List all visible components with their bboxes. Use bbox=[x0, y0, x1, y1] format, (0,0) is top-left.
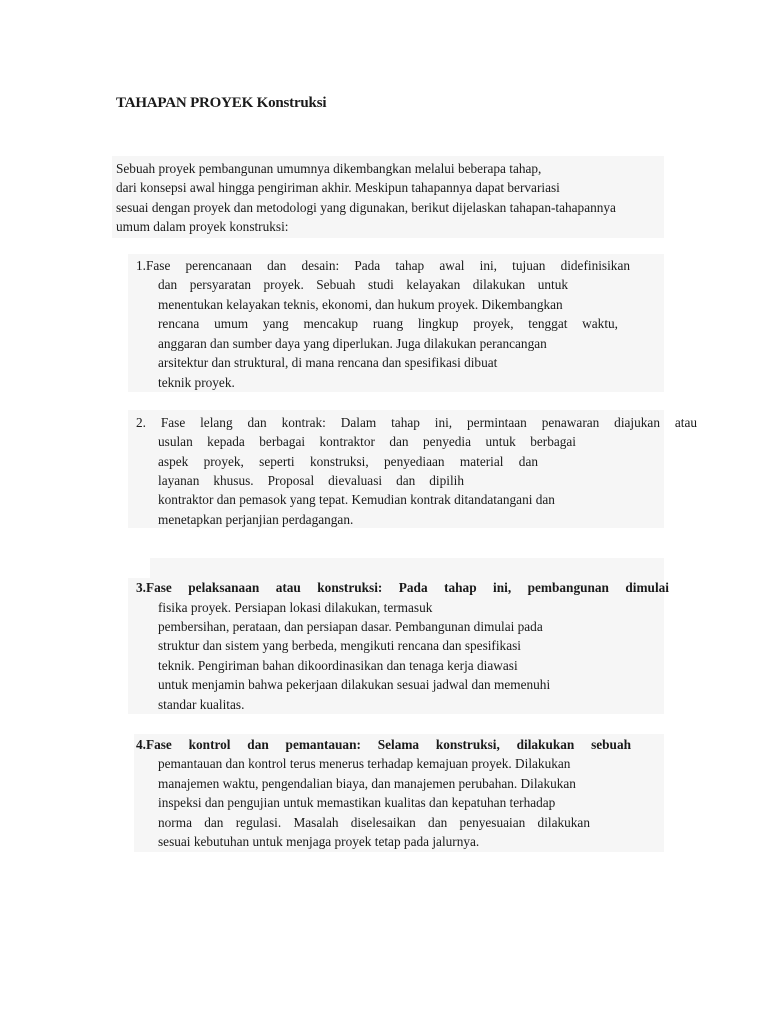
phase-line: sesuai kebutuhan untuk menjaga proyek tetap pada jalurnya. bbox=[158, 834, 480, 849]
phase-line: untuk menjamin bahwa pekerjaan dilakukan sesuai jadwal dan memenuhi bbox=[158, 677, 551, 692]
phase-line: usulan kepada berbagai kontraktor dan penyedia untuk berbagai bbox=[158, 434, 576, 449]
intro-line: dari konsepsi awal hingga pengiriman akhir. Meskipun tahapannya dapat bervariasi bbox=[116, 180, 560, 195]
phase-line: inspeksi dan pengujian untuk memastikan kualitas dan kepatuhan terhadap bbox=[158, 795, 556, 810]
phase-line: rencana umum yang mencakup ruang lingkup proyek, tenggat waktu, bbox=[158, 316, 618, 331]
phase-heading: 3.Fase pelaksanaan atau konstruksi: Pada tahap ini, pembangunan dimulai bbox=[136, 580, 669, 595]
phase-line: manajemen waktu, pengendalian biaya, dan manajemen perubahan. Dilakukan bbox=[158, 776, 576, 791]
phase-line: kontraktor dan pemasok yang tepat. Kemudian kontrak ditandatangani dan bbox=[158, 492, 555, 507]
phase-heading: 4.Fase kontrol dan pemantauan: Selama konstruksi, dilakukan sebuah bbox=[136, 737, 631, 752]
phase-line: teknik proyek. bbox=[158, 375, 235, 390]
intro-line: sesuai dengan proyek dan metodologi yang digunakan, berikut dijelaskan tahapan-tahapannya bbox=[116, 200, 616, 215]
phase-heading: 2. Fase lelang dan kontrak: Dalam tahap ini, permintaan penawaran diajukan atau bbox=[136, 415, 697, 430]
intro-line: Sebuah proyek pembangunan umumnya dikembangkan melalui beberapa tahap, bbox=[116, 161, 542, 176]
phase-line: aspek proyek, seperti konstruksi, penyediaan material dan bbox=[158, 454, 538, 469]
phase-heading: 1.Fase perencanaan dan desain: Pada tahap awal ini, tujuan didefinisikan bbox=[136, 258, 630, 273]
phase-line: teknik. Pengiriman bahan dikoordinasikan dan tenaga kerja diawasi bbox=[158, 658, 518, 673]
phase-line: menetapkan perjanjian perdagangan. bbox=[158, 512, 354, 527]
phase-line: anggaran dan sumber daya yang diperlukan. Juga dilakukan perancangan bbox=[158, 336, 547, 351]
phase-line: dan persyaratan proyek. Sebuah studi kelayakan dilakukan untuk bbox=[158, 277, 568, 292]
phase-line: struktur dan sistem yang berbeda, mengikuti rencana dan spesifikasi bbox=[158, 638, 521, 653]
phase-line: menentukan kelayakan teknis, ekonomi, dan hukum proyek. Dikembangkan bbox=[158, 297, 563, 312]
page-title: TAHAPAN PROYEK Konstruksi bbox=[116, 95, 327, 111]
phase-line: pembersihan, perataan, dan persiapan dasar. Pembangunan dimulai pada bbox=[158, 619, 543, 634]
phase-line: pemantauan dan kontrol terus menerus terhadap kemajuan proyek. Dilakukan bbox=[158, 756, 571, 771]
intro-line: umum dalam proyek konstruksi: bbox=[116, 219, 289, 234]
phase-3-top-shade bbox=[150, 558, 664, 578]
phase-line: layanan khusus. Proposal dievaluasi dan dipilih bbox=[158, 473, 464, 488]
phase-line: standar kualitas. bbox=[158, 697, 245, 712]
phase-line: fisika proyek. Persiapan lokasi dilakukan, termasuk bbox=[158, 600, 433, 615]
phase-line: norma dan regulasi. Masalah diselesaikan dan penyesuaian dilakukan bbox=[158, 815, 590, 830]
phase-line: arsitektur dan struktural, di mana rencana dan spesifikasi dibuat bbox=[158, 355, 498, 370]
